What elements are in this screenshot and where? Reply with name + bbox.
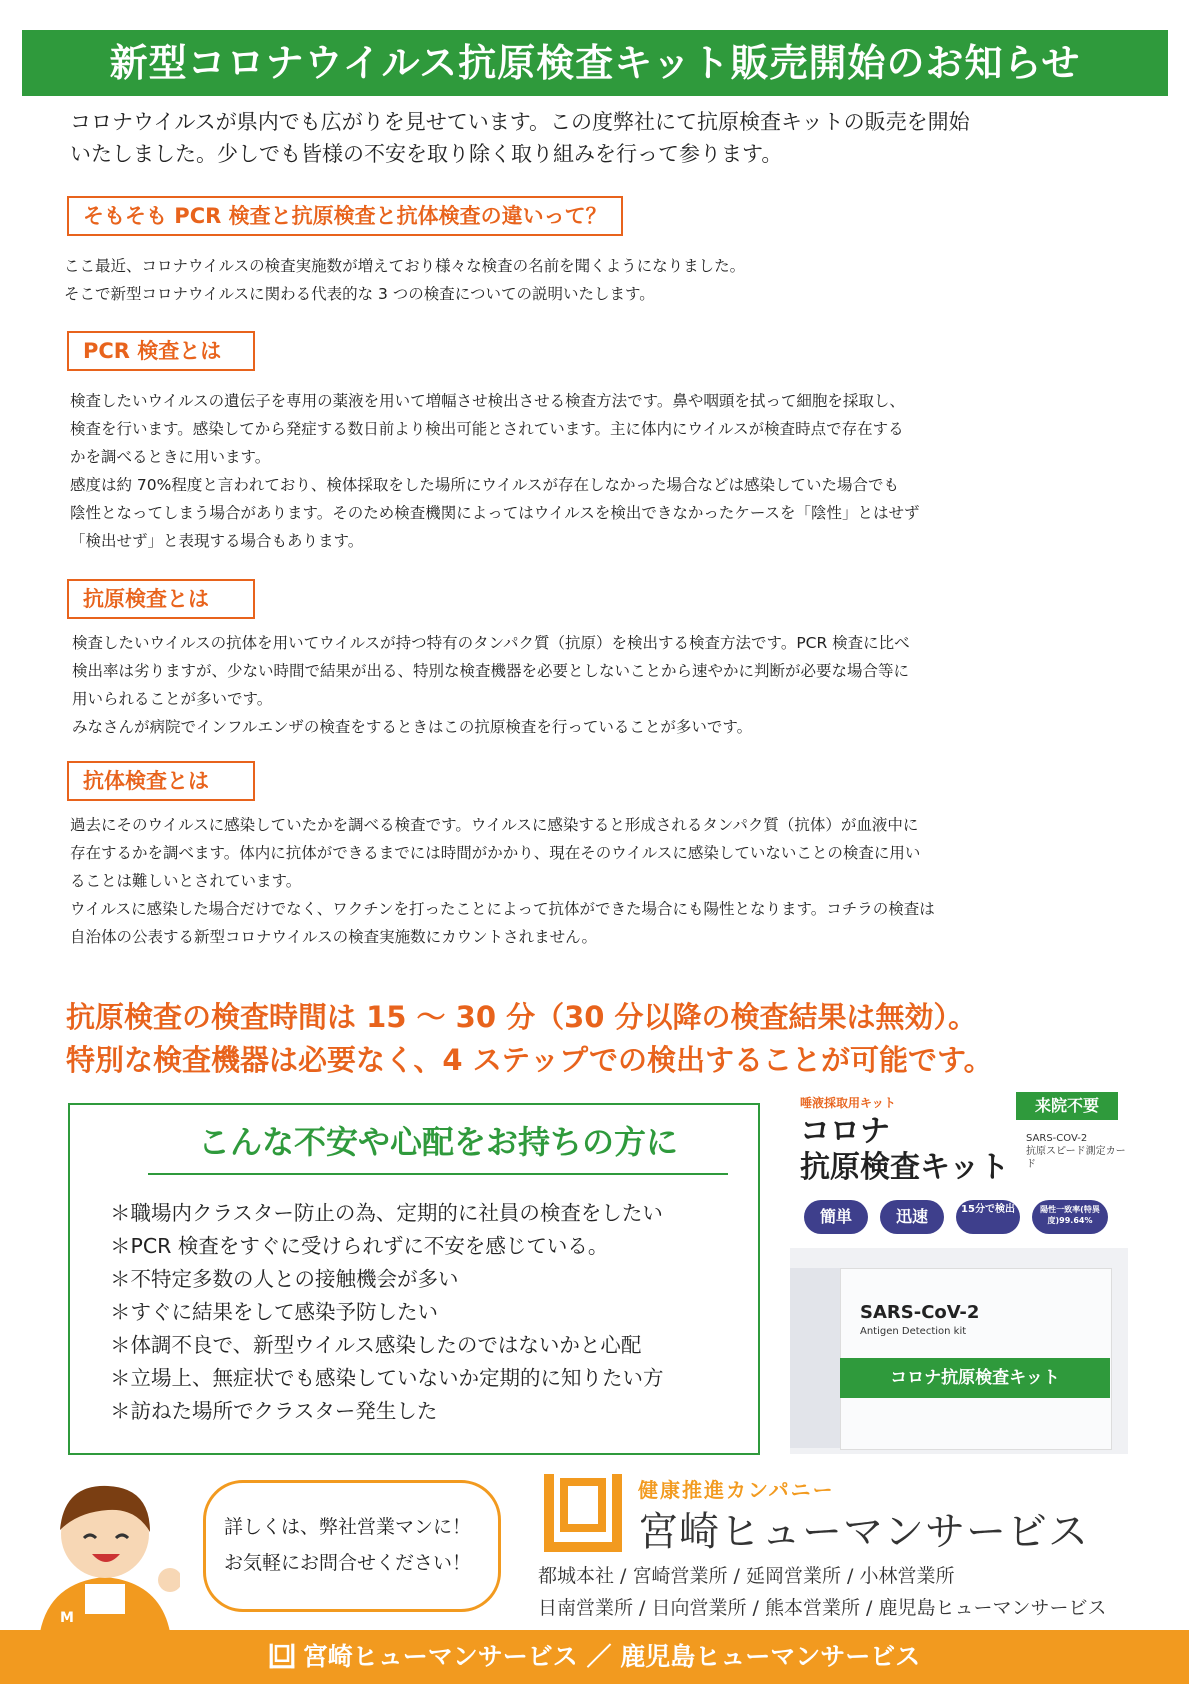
product-title [800, 1114, 1009, 1186]
text-line: 存在するかを調べます。体内に抗体ができるまでには時間がかかり、現在そのウイルスに感染していないことの検査に用い [70, 844, 921, 862]
product-subtitle-line: SARS-COV-2 [1026, 1133, 1088, 1144]
text-line: 「検出せず」と表現する場合もあります。 [70, 532, 364, 550]
speech-bubble [203, 1480, 501, 1612]
intro-line: コロナウイルスが県内でも広がりを見せています。この度弊社にて抗原検査キットの販売を開始 [70, 110, 970, 134]
pcr-text [70, 387, 1130, 555]
section-title-differences: そもそも PCR 検査と抗原検査と抗体検査の違いって？ [67, 196, 623, 236]
feature-pill: 簡単 [804, 1200, 868, 1234]
mascot-illustration [30, 1472, 180, 1632]
list-item: ＊PCR 検査をすぐに受けられずに不安を感じている。 [110, 1234, 609, 1258]
section-title-antibody: 抗体検査とは [67, 761, 255, 801]
product-title-line: 抗原検査キット [800, 1150, 1010, 1185]
product-subtitle-line: 抗原スピード測定カード [1026, 1146, 1126, 1170]
list-item: ＊立場上、無症状でも感染していないか定期的に知りたい方 [110, 1366, 664, 1390]
text-line: 陰性となってしまう場合があります。そのため検査機関によってはウイルスを検出できなかったケースを「陰性」とはせず [70, 504, 920, 522]
bubble-line: お気軽にお問合せください！ [224, 1552, 472, 1574]
intro-text [70, 106, 1130, 170]
brand-logo-icon [542, 1472, 624, 1554]
product-box [790, 1248, 1128, 1454]
anxiety-list [110, 1197, 664, 1428]
text-line: かを調べるときに用います。 [70, 448, 271, 466]
office-list [538, 1560, 1106, 1624]
list-item: ＊不特定多数の人との接触機会が多い [110, 1267, 459, 1291]
product-package-top [790, 1088, 1128, 1238]
brand-tagline: 健康推進カンパニー [638, 1478, 835, 1502]
text-line: 感度は約 70%程度と言われており、検体採取をした場所にウイルスが存在しなかった場合などは感染していた場合でも [70, 476, 899, 494]
list-item: ＊すぐに結果をして感染予防したい [110, 1300, 438, 1324]
product-tag: 来院不要 [1016, 1092, 1118, 1120]
section-title-pcr: PCR 検査とは [67, 331, 255, 371]
feature-pill: 陽性一致率(特異度)99.64% [1032, 1200, 1108, 1234]
section-title-antigen: 抗原検査とは [67, 579, 255, 619]
anxiety-box [68, 1103, 760, 1455]
box-side [790, 1268, 840, 1448]
antigen-text [72, 629, 1132, 741]
product-subtitle [1026, 1132, 1128, 1171]
product-title-line: コロナ [800, 1114, 890, 1149]
text-line: そこで新型コロナウイルスに関わる代表的な 3 つの検査についての説明いたします。 [64, 285, 655, 303]
text-line: ることは難しいとされています。 [70, 872, 302, 890]
product-image [790, 1088, 1128, 1454]
text-line: 検査を行います。感染してから発症する数日前より検出可能とされています。主に体内にウイルスが検査時点で存在する [70, 420, 904, 438]
list-item: ＊訪ねた場所でクラスター発生した [110, 1399, 438, 1423]
text-line: 用いられることが多いです。 [72, 690, 273, 708]
text-line: 検査したいウイルスの抗体を用いてウイルスが持つ特有のタンパク質（抗原）を検出する検査方法です。PCR 検査に比べ [72, 634, 910, 652]
product-label: 唾液採取用キット [800, 1096, 896, 1110]
text-line: 過去にそのウイルスに感染していたかを調べる検査です。ウイルスに感染すると形成されるタンパク質（抗体）が血液中に [70, 816, 919, 834]
office-line: 都城本社 / 宮崎営業所 / 延岡営業所 / 小林営業所 [538, 1565, 955, 1587]
list-item: ＊体調不良で、新型ウイルス感染したのではないかと心配 [110, 1333, 642, 1357]
svg-text:M: M [60, 1610, 74, 1626]
box-title: SARS-CoV-2 [860, 1302, 980, 1323]
footer-text: 宮崎ヒューマンサービス ／ 鹿児島ヒューマンサービス [302, 1642, 921, 1671]
footer-bar [0, 1630, 1189, 1684]
antibody-text [70, 811, 1130, 951]
list-item: ＊職場内クラスター防止の為、定期的に社員の検査をしたい [110, 1201, 663, 1225]
anxiety-title: こんな不安や心配をお持ちの方に [197, 1123, 678, 1161]
text-line: ここ最近、コロナウイルスの検査実施数が増えており様々な検査の名前を聞くようになりました。 [64, 257, 746, 275]
text-line: ウイルスに感染した場合だけでなく、ワクチンを打ったことによって抗体ができた場合にも陽性となります。コチラの検査は [70, 900, 935, 918]
brand-logo-icon [269, 1643, 295, 1669]
text-line: みなさんが病院でインフルエンザの検査をするときはこの抗原検査を行っていることが多いです。 [72, 718, 753, 736]
page-title: 新型コロナウイルス抗原検査キット販売開始のお知らせ [22, 30, 1168, 96]
box-band: コロナ抗原検査キット [840, 1358, 1110, 1398]
office-line: 日南営業所 / 日向営業所 / 熊本営業所 / 鹿児島ヒューマンサービス [538, 1597, 1107, 1619]
headline-line: 特別な検査機器は必要なく、4 ステップでの検出することが可能です。 [66, 1043, 993, 1077]
divider [148, 1173, 728, 1175]
text-line: 検出率は劣りますが、少ない時間で結果が出る、特別な検査機器を必要としないことから速やかに判断が必要な場合等に [72, 662, 910, 680]
headline-line: 抗原検査の検査時間は 15 ～ 30 分（30 分以降の検査結果は無効）。 [66, 1000, 978, 1034]
text-line: 検査したいウイルスの遺伝子を専用の薬液を用いて増幅させ検出させる検査方法です。鼻や咽頭を拭って細胞を採取し、 [70, 392, 905, 410]
text-line: 自治体の公表する新型コロナウイルスの検査実施数にカウントされません。 [70, 928, 598, 946]
differences-text [64, 252, 1124, 308]
brand-name: 宮崎ヒューマンサービス [638, 1509, 1089, 1555]
headline [66, 996, 1166, 1082]
feature-pill: 迅速 [880, 1200, 944, 1234]
feature-pill: 15分で検出 [956, 1200, 1020, 1234]
bubble-line: 詳しくは、弊社営業マンに！ [224, 1516, 472, 1538]
box-subtitle: Antigen Detection kit [860, 1326, 967, 1337]
intro-line: いたしました。少しでも皆様の不安を取り除く取り組みを行って参ります。 [70, 142, 783, 166]
